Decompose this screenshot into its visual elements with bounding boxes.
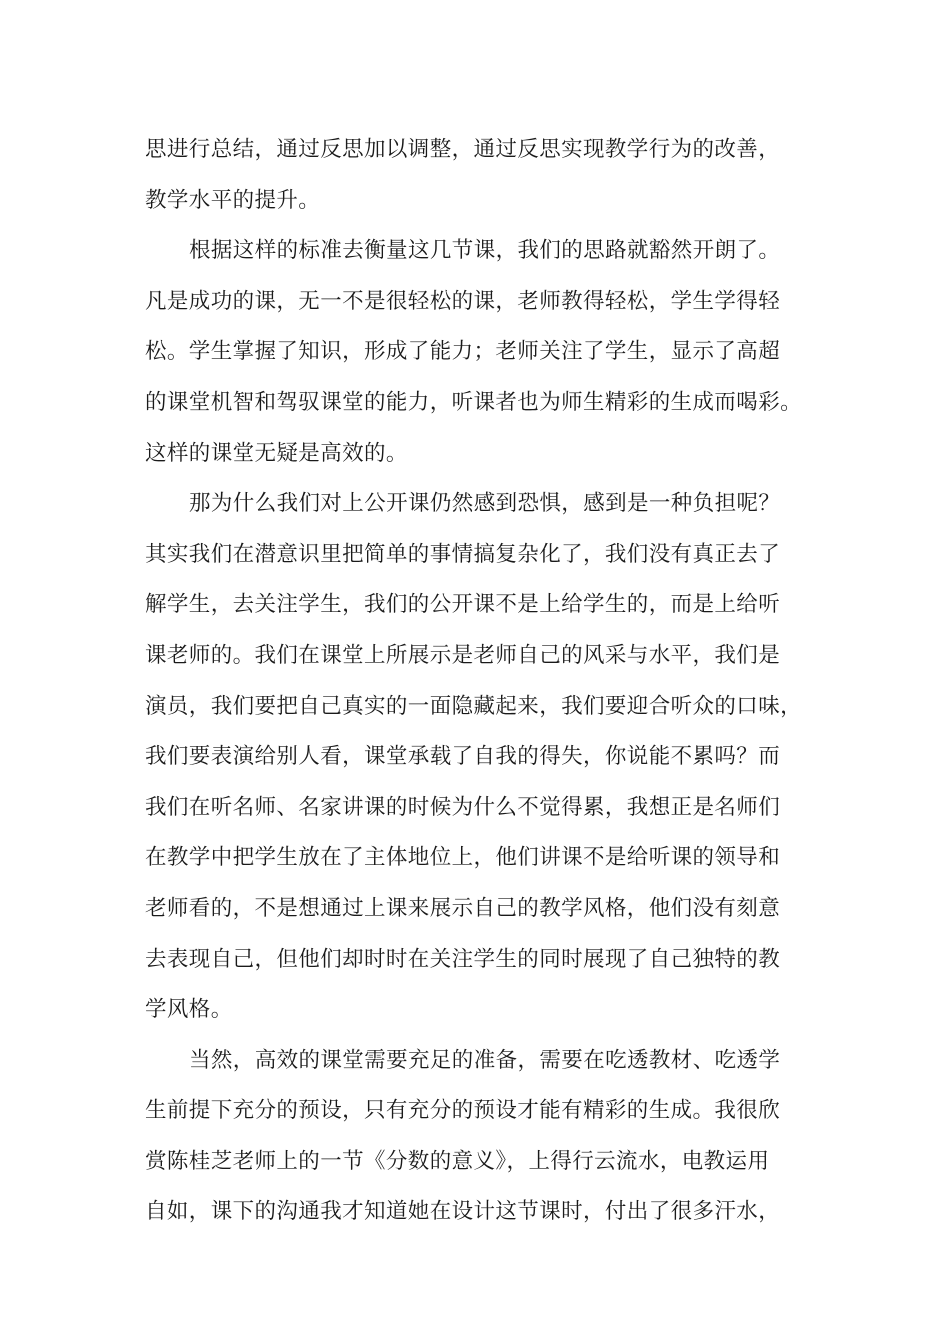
paragraph-first-line: 当然，高效的课堂需要充足的准备，需要在吃透教材、吃透学 (189, 1047, 781, 1073)
text-line: 生前提下充分的预设，只有充分的预设才能有精彩的生成。我很欣 (145, 1098, 781, 1124)
text-line: 赏陈桂芝老师上的一节《分数的意义》，上得行云流水，电教运用 (145, 1148, 770, 1174)
text-line: 松。学生掌握了知识，形成了能力；老师关注了学生，显示了高超 (145, 339, 781, 365)
text-line: 我们在听名师、名家讲课的时候为什么不觉得累，我想正是名师们 (145, 794, 781, 820)
text-line: 在教学中把学生放在了主体地位上，他们讲课不是给听课的领导和 (145, 845, 781, 871)
text-line: 老师看的，不是想通过上课来展示自己的教学风格，他们没有刻意 (145, 895, 781, 921)
text-line: 的课堂机智和驾驭课堂的能力，听课者也为师生精彩的生成而喝彩。 (145, 389, 803, 415)
text-line: 思进行总结，通过反思加以调整，通过反思实现教学行为的改善， (145, 137, 781, 162)
text-line: 学风格。 (145, 997, 233, 1023)
text-line: 这样的课堂无疑是高效的。 (145, 440, 408, 466)
text-line: 课老师的。我们在课堂上所展示是老师自己的风采与水平，我们是 (145, 642, 781, 668)
body-text (145, 125, 835, 1238)
text-line: 演员，我们要把自己真实的一面隐藏起来，我们要迎合听众的口味， (145, 693, 803, 719)
paragraph-first-line: 那为什么我们对上公开课仍然感到恐惧，感到是一种负担呢？ (189, 491, 781, 517)
text-line: 去表现自己，但他们却时时在关注学生的同时展现了自己独特的教 (145, 946, 781, 972)
text-line: 我们要表演给别人看，课堂承载了自我的得失，你说能不累吗？而 (145, 744, 781, 770)
paragraph-first-line: 根据这样的标准去衡量这几节课，我们的思路就豁然开朗了。 (189, 238, 781, 264)
text-line: 解学生，去关注学生，我们的公开课不是上给学生的，而是上给听 (145, 592, 781, 618)
text-line: 教学水平的提升。 (145, 187, 321, 213)
text-line: 其实我们在潜意识里把简单的事情搞复杂化了，我们没有真正去了 (145, 541, 781, 567)
text-line: 自如，课下的沟通我才知道她在设计这节课时，付出了很多汗水， (145, 1199, 781, 1225)
text-line: 凡是成功的课，无一不是很轻松的课，老师教得轻松，学生学得轻 (145, 288, 781, 314)
